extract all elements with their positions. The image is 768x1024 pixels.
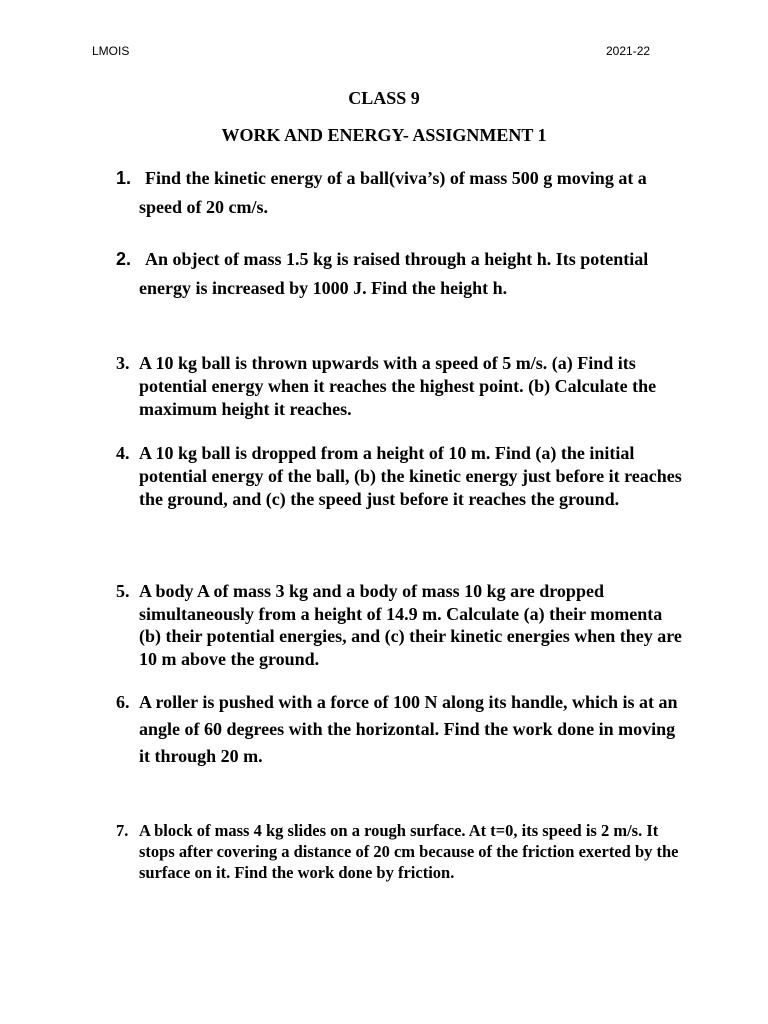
question-2 bbox=[116, 245, 686, 303]
question-7 bbox=[116, 820, 686, 883]
question-text: An object of mass 1.5 kg is raised through a height h. Its potential energy is increased by 1000 J. Find the height h. bbox=[139, 249, 649, 298]
question-text: A 10 kg ball is thrown upwards with a speed of 5 m/s. (a) Find its potential energy when it reaches the highest point. (b) Calculate the maximum height it reaches. bbox=[139, 353, 657, 419]
question-text: A body A of mass 3 kg and a body of mass 10 kg are dropped simultaneously from a height of 14.9 m. Calculate (a) their momenta (b) their potential energies, and (c) their kinetic energies when they are 10 m above the ground. bbox=[139, 581, 682, 669]
question-text: A roller is pushed with a force of 100 N along its handle, which is at an angle of 60 degrees with the horizontal. Find the work done in moving it through 20 m. bbox=[139, 692, 678, 766]
question-3 bbox=[116, 352, 686, 421]
header-left-text: LMOIS bbox=[92, 44, 130, 58]
question-number: 7. bbox=[116, 821, 129, 840]
question-6 bbox=[116, 689, 686, 770]
question-1 bbox=[116, 164, 686, 222]
question-number: 3. bbox=[116, 353, 130, 373]
question-number: 1. bbox=[116, 168, 132, 188]
question-4 bbox=[116, 442, 686, 511]
question-5 bbox=[116, 580, 686, 670]
class-title: CLASS 9 bbox=[348, 88, 420, 108]
question-number: 4. bbox=[116, 443, 130, 463]
question-number: 2. bbox=[116, 249, 132, 269]
question-text: A 10 kg ball is dropped from a height of 10 m. Find (a) the initial potential energy of the ball, (b) the kinetic energy just before it reaches the ground, and (c) the speed just before it reaches the ground. bbox=[139, 443, 682, 509]
question-text: A block of mass 4 kg slides on a rough surface. At t=0, its speed is 2 m/s. It stops after covering a distance of 20 cm because of the friction exerted by the surface on it. Find the work done by friction. bbox=[139, 821, 679, 882]
header-right-text: 2021-22 bbox=[606, 44, 651, 58]
question-number: 6. bbox=[116, 692, 130, 712]
question-number: 5. bbox=[116, 581, 130, 601]
assignment-title: WORK AND ENERGY- ASSIGNMENT 1 bbox=[221, 125, 547, 145]
question-text: Find the kinetic energy of a ball(viva’s) of mass 500 g moving at a speed of 20 cm/s. bbox=[139, 168, 647, 217]
